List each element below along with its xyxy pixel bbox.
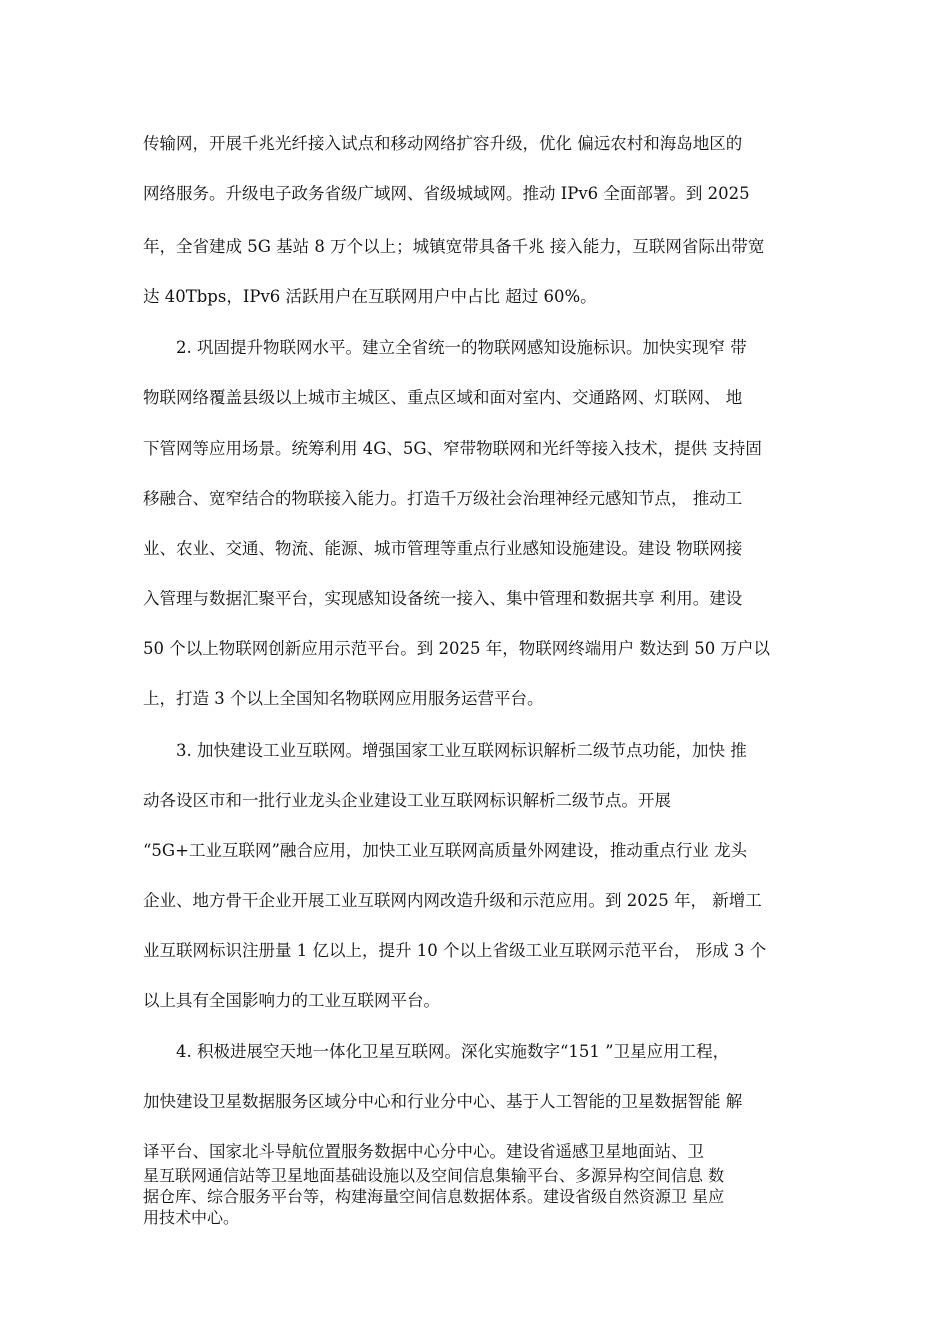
text-line: 企业、地方骨干企业开展工业互联网内网改造升级和示范应用。到 2025 年， 新增工 xyxy=(143,891,762,910)
text-line: “5G+工业互联网”融合应用，加快工业互联网高质量外网建设，推动重点行业 龙头 xyxy=(143,841,748,860)
text-line: 动各设区市和一批行业龙头企业建设工业互联网标识解析二级节点。开展 xyxy=(143,791,671,810)
text-line: 传输网，开展千兆光纤接入试点和移动网络扩容升级，优化 偏远农村和海岛地区的 xyxy=(143,134,743,153)
text-line: 业互联网标识注册量 1 亿以上，提升 10 个以上省级工业互联网示范平台， 形成 3 个 xyxy=(143,941,767,960)
text-line: 据仓库、综合服务平台等，构建海量空间信息数据体系。建设省级自然资源卫 星应 xyxy=(143,1187,725,1206)
text-line: 移融合、宽窄结合的物联接入能力。打造千万级社会治理神经元感知节点， 推动工 xyxy=(143,489,743,508)
text-line: 加快建设卫星数据服务区域分中心和行业分中心、基于人工智能的卫星数据智能 解 xyxy=(143,1092,743,1111)
text-line: 年，全省建成 5G 基站 8 万个以上；城镇宽带具备千兆 接入能力，互联网省际出带宽 xyxy=(143,237,765,256)
text-line: 入管理与数据汇聚平台，实现感知设备统一接入、集中管理和数据共享 利用。建设 xyxy=(143,589,743,608)
text-line: 3. 加快建设工业互联网。增强国家工业互联网标识解析二级节点功能，加快 推 xyxy=(176,741,747,760)
text-line: 用技术中心。 xyxy=(143,1208,240,1227)
text-line: 物联网络覆盖县级以上城市主城区、重点区域和面对室内、交通路网、灯联网、 地 xyxy=(143,388,743,407)
text-line: 网络服务。升级电子政务省级广域网、省级城域网。推动 IPv6 全面部署。到 2025 xyxy=(143,184,750,203)
text-line: 上，打造 3 个以上全国知名物联网应用服务运营平台。 xyxy=(143,689,544,708)
text-line: 译平台、国家北斗导航位置服务数据中心分中心。建设省遥感卫星地面站、卫 xyxy=(143,1142,704,1161)
text-line: 以上具有全国影响力的工业互联网平台。 xyxy=(143,991,440,1010)
text-line: 下管网等应用场景。统筹利用 4G、5G、窄带物联网和光纤等接入技术，提供 支持固 xyxy=(143,439,762,458)
text-line: 2. 巩固提升物联网水平。建立全省统一的物联网感知设施标识。加快实现窄 带 xyxy=(176,338,747,357)
text-line: 星互联网通信站等卫星地面基础设施以及空间信息集输平台、多源异构空间信息 数 xyxy=(143,1166,725,1185)
text-line: 50 个以上物联网创新应用示范平台。到 2025 年，物联网终端用户 数达到 50 万户以 xyxy=(143,639,770,658)
text-line: 达 40Tbps，IPv6 活跃用户在互联网用户中占比 超过 60%。 xyxy=(143,287,597,306)
text-line: 业、农业、交通、物流、能源、城市管理等重点行业感知设施建设。建设 物联网接 xyxy=(143,539,743,558)
text-line: 4. 积极进展空天地一体化卫星互联网。深化实施数字“151 ”卫星应用工程， xyxy=(176,1042,730,1061)
